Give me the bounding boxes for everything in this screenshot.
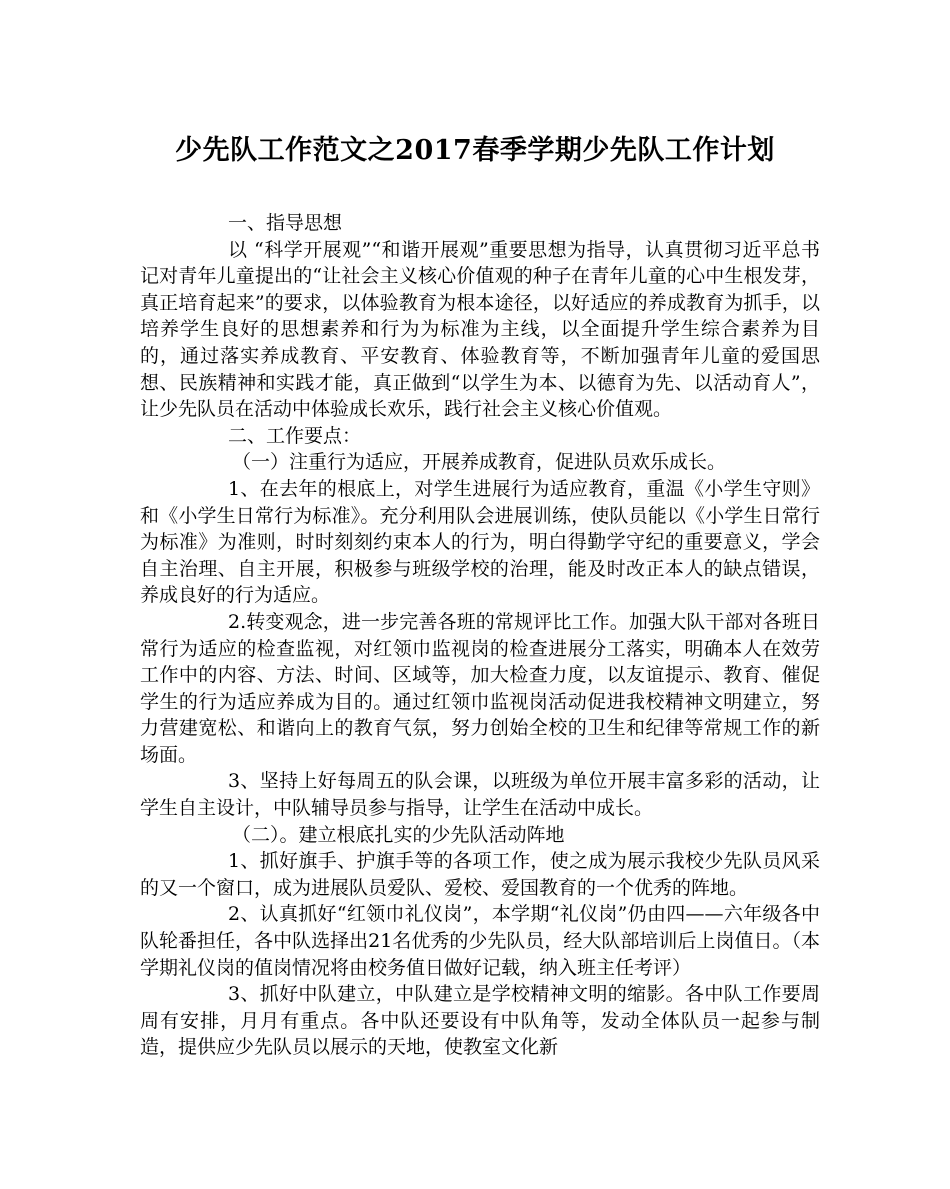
- paragraph-item-1: 1、在去年的根底上，对学生进展行为适应教育，重温《小学生守则》和《小学生日常行为标准》。充分利用队会进展训练，使队员能以《小学生日常行为标准》为准则，时时刻刻约束本人的行为，明白得勤学守纪的重要意义，学会自主治理、自主开展，积极参与班级学校的治理，能及时改正本人的缺点错误，养成良好的行为适应。: [140, 477, 820, 607]
- subheading-activity-base: （二）。建立根底扎实的少先队活动阵地: [232, 823, 565, 846]
- paragraph-guiding-thought: 以 “科学开展观”“和谐开展观”重要思想为指导，认真贯彻习近平总书记对青年儿童提出的“让社会主义核心价值观的种子在青年儿童的心中生根发芽，真正培育起来”的要求，以体验教育为根本途径，以好适应的养成教育为抓手，以培养学生良好的思想素养和行为为标准为主线，以全面提升学生综合素养为目的，通过落实养成教育、平安教育、体验教育等，不断加强青年儿童的爱国思想、民族精神和实践才能，真正做到“以学生为本、以德育为先、以活动育人”，让少先队员在活动中体验成长欢乐，践行社会主义核心价值观。: [140, 238, 820, 421]
- paragraph-activity-2: 2、认真抓好“红领巾礼仪岗”，本学期“礼仪岗”仍由四——六年级各中队轮番担任，各中队选择出21名优秀的少先队员，经大队部培训后上岗值日。（本学期礼仪岗的值岗情况将由校务值日做好记载，纳入班主任考评）: [140, 903, 820, 979]
- subheading-behavior-habits: （一）注重行为适应，开展养成教育，促进队员欢乐成长。: [232, 451, 727, 474]
- paragraph-activity-1: 1、抓好旗手、护旗手等的各项工作，使之成为展示我校少先队员风采的又一个窗口，成为进展队员爱队、爱校、爱国教育的一个优秀的阵地。: [140, 850, 820, 899]
- section-heading-guiding-thought: 一、指导思想: [228, 212, 343, 234]
- section-heading-work-points: 二、工作要点：: [228, 424, 362, 447]
- paragraph-item-3: 3、坚持上好每周五的队会课，以班级为单位开展丰富多彩的活动，让学生自主设计，中队辅导员参与指导，让学生在活动中成长。: [140, 770, 820, 820]
- document-body: [140, 210, 820, 1061]
- document-title: 少先队工作范文之2017春季学期少先队工作计划: [175, 135, 775, 166]
- paragraph-item-2: 2.转变观念，进一步完善各班的常规评比工作。加强大队干部对各班日常行为适应的检查监视，对红领巾监视岗的检查进展分工落实，明确本人在效劳工作中的内容、方法、时间、区域等，加大检查力度，以友谊提示、教育、催促学生的行为适应养成为目的。通过红领巾监视岗活动促进我校精神文明建立，努力营建宽松、和谐向上的教育气氛，努力创始全校的卫生和纪律等常规工作的新场面。: [140, 610, 820, 766]
- paragraph-activity-3: 3、抓好中队建立，中队建立是学校精神文明的缩影。各中队工作要周周有安排，月月有重点。各中队还要设有中队角等，发动全体队员一起参与制造，提供应少先队员以展示的天地，使教室文化新: [140, 983, 820, 1059]
